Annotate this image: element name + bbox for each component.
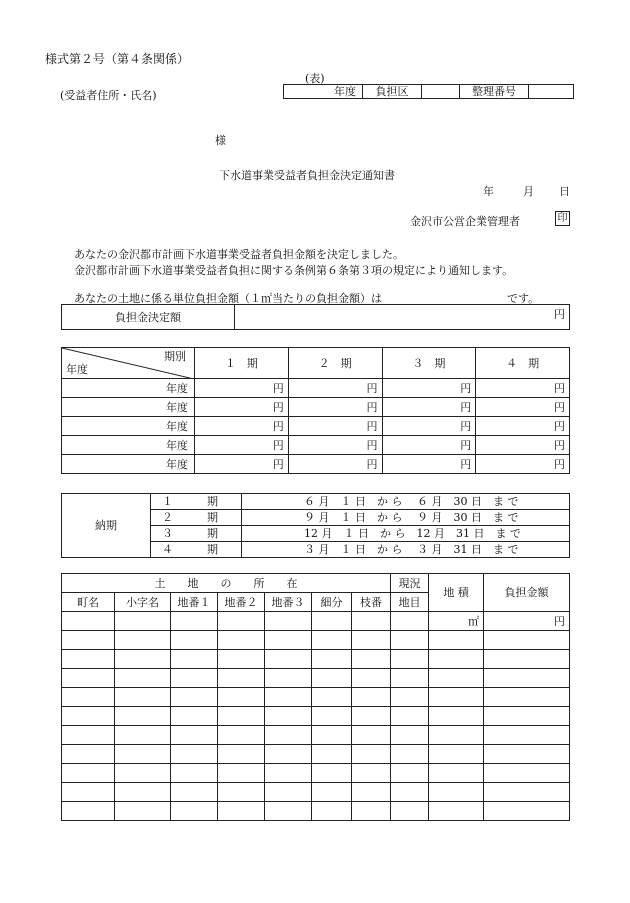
due-range: ６ 月 １ 日 か ら ６ 月 30 日 ま で [242,494,570,510]
amount-cell[interactable]: 円 [288,417,382,436]
land-cell[interactable] [171,631,218,650]
land-cell[interactable] [391,688,429,707]
land-cell[interactable] [265,764,312,783]
land-cell[interactable] [115,707,171,726]
table-row [62,379,570,398]
land-cell[interactable] [171,707,218,726]
table-row [62,631,570,650]
land-cell[interactable] [429,688,484,707]
land-cell[interactable] [62,726,115,745]
land-cell[interactable] [265,612,312,631]
land-cell[interactable] [62,745,115,764]
land-cell[interactable] [171,802,218,821]
period-header-1: １ 期 [195,348,289,379]
land-cell[interactable] [218,764,265,783]
land-cell[interactable] [312,612,352,631]
land-cell[interactable] [429,631,484,650]
ref-futanku-value[interactable] [422,85,460,99]
land-cell[interactable] [265,783,312,802]
land-cell[interactable] [352,650,391,669]
due-range: ３ 月 １ 日 か ら ３ 月 31 日 ま で [242,542,570,558]
land-cell[interactable] [352,802,391,821]
land-cell[interactable] [429,669,484,688]
omote-label: (表) [305,72,325,85]
due-ki: 期 [184,526,242,542]
land-cell[interactable] [484,688,570,707]
land-cell[interactable] [171,745,218,764]
amount-cell[interactable]: 円 [382,379,476,398]
land-cell[interactable] [312,802,352,821]
land-cell[interactable] [62,650,115,669]
land-cell[interactable] [62,707,115,726]
land-cell[interactable] [171,612,218,631]
table-row [62,494,570,510]
table-row [62,612,570,631]
land-cell[interactable] [218,745,265,764]
amount-cell[interactable]: 円 [288,455,382,474]
period-table [61,347,570,474]
land-cell[interactable] [218,707,265,726]
amount-cell[interactable]: 円 [382,417,476,436]
due-table [61,493,570,558]
amount-unit[interactable]: 円 [484,612,570,631]
col-koazamei: 小字名 [115,593,171,612]
decision-table [61,304,570,330]
land-cell[interactable] [312,707,352,726]
land-cell[interactable] [391,707,429,726]
beneficiary-label: (受益者住所・氏名) [60,89,157,102]
land-cell[interactable] [115,669,171,688]
land-cell[interactable] [484,669,570,688]
land-cell[interactable] [429,802,484,821]
row-year[interactable]: 年度 [62,398,195,417]
body-line-2: 金沢都市計画下水道事業受益者負担に関する条例第６条第３項の規定により通知します。 [74,264,514,277]
col-saibun: 細分 [312,593,352,612]
amount-cell[interactable]: 円 [382,436,476,455]
land-cell[interactable] [265,726,312,745]
land-cell[interactable] [484,707,570,726]
land-cell[interactable] [312,745,352,764]
land-cell[interactable] [391,802,429,821]
date-year: 年 [483,185,494,198]
land-cell[interactable] [391,783,429,802]
land-table [61,573,570,821]
land-cell[interactable] [265,669,312,688]
land-cell[interactable] [429,726,484,745]
land-cell[interactable] [218,669,265,688]
date-month: 月 [523,185,534,198]
land-cell[interactable] [265,745,312,764]
period-header-4: ４ 期 [476,348,570,379]
form-number: 様式第２号（第４条関係） [45,52,190,66]
land-cell[interactable] [312,688,352,707]
due-range: ９ 月 １ 日 か ら ９ 月 30 日 ま で [242,510,570,526]
date-day: 日 [559,185,570,198]
amount-cell[interactable]: 円 [195,417,289,436]
land-cell[interactable] [115,802,171,821]
period-header-3: ３ 期 [382,348,476,379]
col-edaban: 枝番 [352,593,391,612]
due-num: ４ [151,542,185,558]
land-cell[interactable] [218,650,265,669]
header-year-label: 年度 [66,363,88,376]
row-year[interactable]: 年度 [62,455,195,474]
ref-nendo: 年度 [284,85,363,99]
header-period-label: 期別 [164,350,186,363]
land-cell[interactable] [171,650,218,669]
amount-cell[interactable]: 円 [476,455,570,474]
land-cell[interactable] [352,669,391,688]
chiseki-header: 地 積 [429,574,484,612]
land-cell[interactable] [352,631,391,650]
amount-cell[interactable]: 円 [288,379,382,398]
unit-amount-prefix: あなたの土地に係る単位負担金額（１㎡当たりの負担金額）は [74,292,382,305]
land-cell[interactable] [115,745,171,764]
chimoku-header: 地目 [391,593,429,612]
land-cell[interactable] [484,783,570,802]
ref-seiri: 整理番号 [460,85,529,99]
land-cell[interactable] [312,631,352,650]
land-cell[interactable] [484,631,570,650]
land-cell[interactable] [62,802,115,821]
land-cell[interactable] [352,764,391,783]
land-cell[interactable] [352,707,391,726]
land-cell[interactable] [218,802,265,821]
genkyo-header: 現況 [391,574,429,593]
col-chiban2: 地番２ [218,593,265,612]
land-cell[interactable] [115,631,171,650]
land-cell[interactable] [115,688,171,707]
land-cell[interactable] [484,764,570,783]
land-cell[interactable] [352,783,391,802]
col-chomei: 町名 [62,593,115,612]
amount-cell[interactable]: 円 [195,436,289,455]
due-num: ３ [151,526,185,542]
table-row [62,688,570,707]
amount-cell[interactable]: 円 [382,455,476,474]
amount-cell[interactable]: 円 [195,398,289,417]
land-cell[interactable] [218,726,265,745]
period-header-2: ２ 期 [288,348,382,379]
land-cell[interactable] [484,650,570,669]
table-row [62,436,570,455]
col-chiban3: 地番３ [265,593,312,612]
area-unit[interactable]: ㎡ [429,612,484,631]
land-cell[interactable] [171,688,218,707]
amount-cell[interactable]: 円 [382,398,476,417]
land-cell[interactable] [352,745,391,764]
land-cell[interactable] [429,650,484,669]
land-cell[interactable] [352,726,391,745]
due-ki: 期 [184,542,242,558]
land-cell[interactable] [265,631,312,650]
land-cell[interactable] [218,612,265,631]
seal-label: 印 [555,211,570,226]
futan-header: 負担金額 [484,574,570,612]
land-cell[interactable] [484,802,570,821]
land-cell[interactable] [484,745,570,764]
due-ki: 期 [184,494,242,510]
table-row [62,707,570,726]
amount-cell[interactable]: 円 [476,417,570,436]
land-cell[interactable] [115,726,171,745]
land-cell[interactable] [352,688,391,707]
land-cell[interactable] [484,726,570,745]
land-cell[interactable] [115,650,171,669]
land-cell[interactable] [429,745,484,764]
land-cell[interactable] [62,669,115,688]
land-cell[interactable] [391,764,429,783]
row-year[interactable]: 年度 [62,436,195,455]
land-cell[interactable] [312,726,352,745]
land-cell[interactable] [391,669,429,688]
land-cell[interactable] [429,764,484,783]
land-cell[interactable] [171,726,218,745]
table-row [62,745,570,764]
land-cell[interactable] [429,707,484,726]
decision-label: 負担金決定額 [62,305,235,330]
table-row [62,650,570,669]
table-row [62,455,570,474]
land-cell[interactable] [115,612,171,631]
body-line-1: あなたの金沢都市計画下水道事業受益者負担金額を決定しました。 [74,248,404,261]
row-year[interactable]: 年度 [62,379,195,398]
decision-yen: 円 [554,308,565,321]
land-cell[interactable] [312,764,352,783]
table-row [62,417,570,436]
decision-amount[interactable] [235,305,570,330]
land-cell[interactable] [171,669,218,688]
ref-futanku: 負担区 [363,85,422,99]
period-header-corner [62,348,195,379]
issuer: 金沢市公営企業管理者 [410,215,520,228]
land-cell[interactable] [218,631,265,650]
table-row [62,783,570,802]
table-row [62,726,570,745]
land-cell[interactable] [429,783,484,802]
land-cell[interactable] [391,631,429,650]
land-cell[interactable] [62,764,115,783]
land-cell[interactable] [265,650,312,669]
amount-cell[interactable]: 円 [288,436,382,455]
ref-seiri-value[interactable] [529,85,574,99]
land-cell[interactable] [62,688,115,707]
table-row [62,802,570,821]
land-cell[interactable] [352,612,391,631]
land-cell[interactable] [312,669,352,688]
land-cell[interactable] [62,783,115,802]
row-year[interactable]: 年度 [62,417,195,436]
due-num: ２ [151,510,185,526]
land-cell[interactable] [265,688,312,707]
table-row [62,764,570,783]
unit-amount-suffix: です。 [507,292,540,305]
seal-stamp [555,211,570,226]
amount-cell[interactable]: 円 [476,398,570,417]
land-cell[interactable] [115,764,171,783]
land-cell[interactable] [391,650,429,669]
amount-cell[interactable]: 円 [195,455,289,474]
col-chiban1: 地番１ [171,593,218,612]
land-cell[interactable] [218,688,265,707]
land-location-header: 土 地 の 所 在 [62,574,391,593]
land-cell[interactable] [62,612,115,631]
land-cell[interactable] [265,802,312,821]
reference-table [283,84,574,99]
land-cell[interactable] [391,612,429,631]
table-row [62,669,570,688]
due-label: 納期 [62,494,151,558]
land-cell[interactable] [115,783,171,802]
land-cell[interactable] [62,631,115,650]
table-row [62,398,570,417]
amount-cell[interactable]: 円 [476,379,570,398]
amount-cell[interactable]: 円 [288,398,382,417]
due-ki: 期 [184,510,242,526]
land-cell[interactable] [218,783,265,802]
land-cell[interactable] [312,783,352,802]
land-cell[interactable] [312,650,352,669]
due-range: 12 月 １ 日 か ら 12 月 31 日 ま で [242,526,570,542]
document-title: 下水道事業受益者負担金決定通知書 [219,169,395,182]
amount-cell[interactable]: 円 [476,436,570,455]
land-cell[interactable] [265,707,312,726]
land-cell[interactable] [391,726,429,745]
amount-cell[interactable]: 円 [195,379,289,398]
land-cell[interactable] [171,764,218,783]
due-num: １ [151,494,185,510]
sama-label: 様 [215,134,226,147]
land-cell[interactable] [171,783,218,802]
land-cell[interactable] [391,745,429,764]
